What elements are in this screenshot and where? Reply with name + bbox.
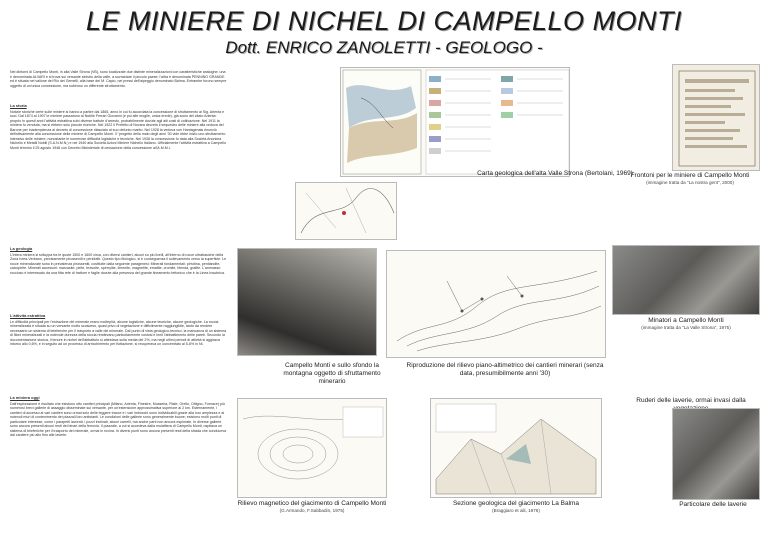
page-title: LE MINIERE DI NICHEL DI CAMPELLO MONTI xyxy=(85,6,683,36)
section-body: Dall'esplorazione è risultato che esistono otto cantieri principali (Milano, Arienta, Finestre, Musseria, Riale, Orello, Ottigno, Fornace) più numerosi brevi gallerie di assaggio disseminate sul versante, per un'estensione approssimativa superiore ai 2 km. Esternamente, i cantieri di accesso ai vari cantieri sono ormai solo delle leggere tracce e i vari imbocchi sono individuabili grazie alla loro ampiezza e ai notevoli muri di contenimento dei piazzali loro antistanti. Le condizioni delle gallerie sono generalmente buone; esistono molti punti di particolare interesse, come i parapetti lavorati, i pozzi inclinati, alcuni carrelli, ma anche parti non ancora esplorate. In diverse gallerie sono ancora presenti alcuni resti dei binari della ferrovia. Il piazzale, a cui si accedeva dalla mulattiera di Campello Monti, ospitava un sistema di teleferiche per il trasporto del minerale, ormai in rovina. In diversi punti sono ancora presenti resti della strada che conduceva dal cantiere più alto fino alle laverie. xyxy=(10,401,227,437)
page-subtitle: Dott. ENRICO ZANOLETTI - GEOLOGO - xyxy=(225,38,543,57)
laverie-ruins-photo xyxy=(672,408,760,500)
section-heading: L'attività estrattiva xyxy=(10,314,46,318)
section-body: Le difficoltà principali per l'estrazione del minerale erano molteplici, alcune logistiche, alcune tecniche, alcune geologiche. La roccia mineralizzata è situata su un versante molto scosceso, quasi privo di vegetazione e difficilmente raggiungibile, tanto da rendere necessario un sistema di teleferiche per il trasporto a valle del minerale. Dal punto di vista geologico-tecnico, la mancanza di un sistema di filoni mineralizzati e la notevole durezza della roccia rendevano particolarmente costosi e lenti l'abbattimento delle pareti. Secondo la documentazione storica, il tenore in nichel dell'abbattuto si attestava sulla media del 2%, ma negli ultimi periodi di attività si aggirava intorno allo 0,6%, e in seguito ad un processo di arricchimento per flottazione, si recuperava un concentrato al 5-6% in Ni. xyxy=(10,319,227,346)
section-caption xyxy=(430,500,602,514)
intro-text xyxy=(10,70,228,90)
geological-section xyxy=(430,398,602,498)
geological-map xyxy=(340,67,570,177)
village-photo xyxy=(237,248,377,356)
relief-survey-drawing xyxy=(386,250,606,358)
locality-map xyxy=(295,182,397,240)
section-heading: La miniera oggi xyxy=(10,396,40,400)
section-storia xyxy=(10,104,228,244)
section-caption-source: (Braggiaro et alii, 1976) xyxy=(492,508,540,513)
section-miniera-oggi xyxy=(10,396,228,536)
survey-caption xyxy=(237,500,387,514)
village-caption: Campello Monti e sullo sfondo la montagna oggetto di sfruttamento minerario xyxy=(283,362,381,385)
detail-caption: Particolare delle laverie xyxy=(679,501,747,508)
intro-paragraph: Nei dintorni di Campello Monti, in alta Valle Strona (VB), sono localizzate due distinte mineralizzazioni con caratteristiche analoghe: una è denominata ALVARI e si trova sul versante sinistro della valle, a sovrastare il piccolo paese; l'altra è denominata PENNINO GRANDE ed è situata nel vallone del Rio dei Gemelli, alla base del M. Capio, nei pressi dell'alpeggio denominato Balma. Entrambe furono sempre oggetto di un'unica concessione, ma subirono un differente sfruttamento. xyxy=(10,70,227,88)
magnetic-survey-map xyxy=(237,398,387,498)
section-caption-title: Sezione geologica del giacimento La Balma xyxy=(452,500,580,507)
section-attivita xyxy=(10,314,228,394)
section-heading: La storia xyxy=(10,104,27,108)
miners-caption-source: (immagine tratta da "La Valle Strona", 1975) xyxy=(641,325,731,330)
survey-caption-title: Rilievo magnetico del giacimento di Campello Monti xyxy=(237,500,387,507)
survey-caption-source: (G.Armando, F.Sabbadin, 1975) xyxy=(279,508,345,513)
miners-caption xyxy=(612,317,760,331)
section-body: Notizie storiche certe sulle miniere si hanno a partire dal 1865, anno in cui fu accordata la concessione di sfruttamento ai Sig. Arienta e soci. Dal 1874 al 1907 le miniere passarono al Nobile Ferrari Giovanni (e poi alle moglie, unica erede), già socio del citato Arienta: proprio in questi anni l'attività estrattiva subì diverse battute d'arresto, probabilmente dovute agli alti costi di coltivazione. Nel 1911 la miniera fu venduta, ma si ebbero solo piccole ricerche. Nel 1922 il Prefetto di Novara decretò il sequestro delle miniere alla vedova del Barone per inadempienza al decreto di concessione rilasciato al suo defunto marito. Nel 1928 la vedova von Hantagenais rinunciò definitivamente alla concessione delle miniere di Campello Monti. Il "progetto della malo degli anni '30 vide ebbe inizio uno sfruttamento intensivo delle miniere, nonostante le numerose difficoltà logistiche e tecniche. Nel 1936 la concessione fu data alla Società Anonima Nichelio e Metalli Nobili (S.A.N.M.N.) e nel 1940 alla Società Azioni Miniere Nichelio Italiano. Ufficialmente l'attività estrattiva a Campello Monti terminò il 25 agosto 1948 con Decreto Ministeriale di cessazione della concessione all'A.M.M.I. xyxy=(10,109,226,150)
section-geologia xyxy=(10,247,228,312)
relief-caption: Riproduzione del rilievo piano-altimetrico dei cantieri minerari (senza data, presumibilmente anni '30) xyxy=(406,362,604,377)
miners-caption-title: Minatori a Campello Monti xyxy=(648,317,724,324)
frontispiece-caption xyxy=(615,172,765,186)
frontispiece-caption-source: (immagine tratta da "La nostra gent", 2000) xyxy=(646,180,734,185)
section-heading: La geologia xyxy=(10,247,33,251)
map-drawing xyxy=(341,68,570,177)
miners-photo xyxy=(612,245,760,315)
frontispiece-caption-title: Frontoni per le miniere di Campello Monti xyxy=(630,172,750,179)
section-body: L'intera miniera si sviluppa tra le quote 1500 e 1600 circa, con diversi cantieri, alcuni su più livelli, all'interno di rocce ultrabasiche della Zona Ivrea-Verbano, precisamente pirosseniti e peridotiti. Questo tipo litologico, si è conseguenza il sollevamento verso la superficie. Le rocce mineralizzate sono in prevalenza pirosseniti, costituite dalla seguente paragenesi: Minerali fondamentali: pirrotina, pentlandite, calcopirite. Minerali accessori: marcasite, pirite, bravoite, sperrylite, ilmenite, magnetite, ematite, cromite, blenda, grafite. L'ammasso roccioso è interessato da una fitta rete di fratture e faglie dovute alla presenza del grande lineamento tettonico che è la Linea Insubrica. xyxy=(10,252,227,275)
laverie-caption: Ruderi delle laverie, ormai invasi dalla xyxy=(636,397,746,404)
geomap-caption: Carta geologica dell'alta Valle Strona (Bertolani, 1969) xyxy=(477,170,633,177)
frontispiece-image xyxy=(672,64,760,171)
